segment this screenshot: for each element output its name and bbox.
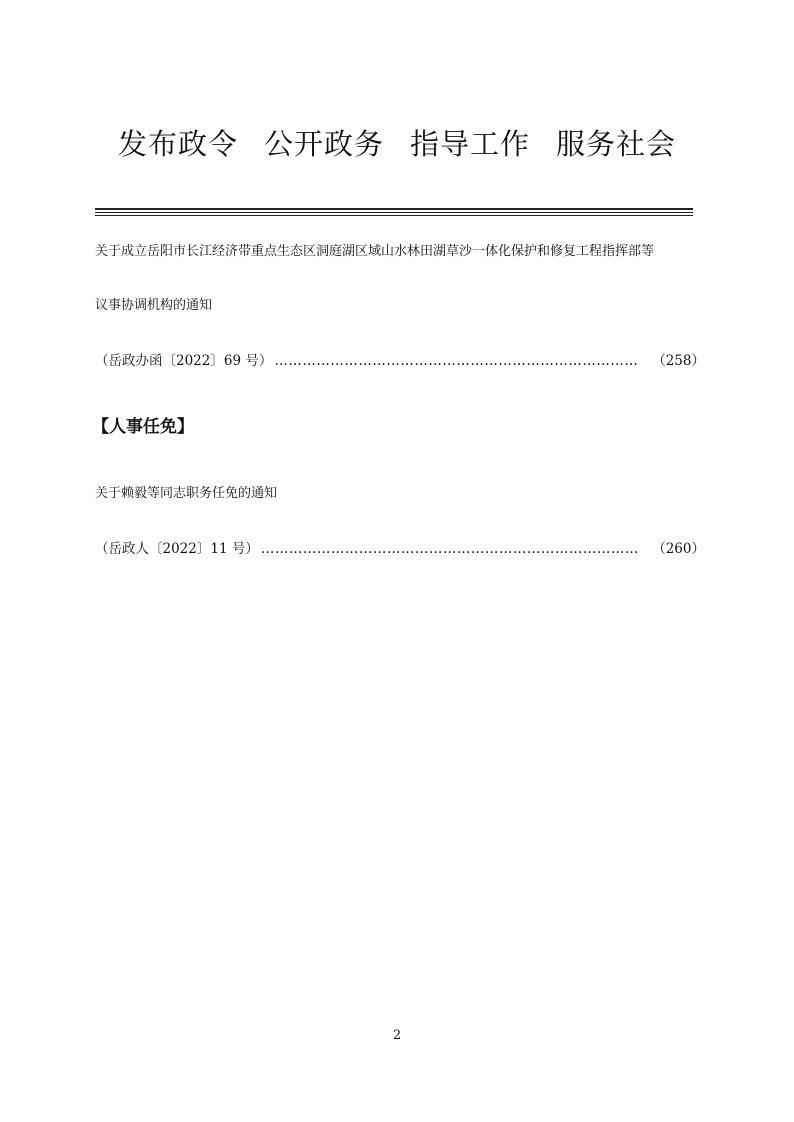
leader-dots: …………………………………………………………………… bbox=[274, 353, 639, 369]
header-divider-thin bbox=[95, 212, 693, 213]
toc-entry-title-line-2[interactable]: 议事协调机构的通知 bbox=[95, 298, 213, 313]
slogan-3: 指导工作 bbox=[410, 127, 531, 161]
page-number: 2 bbox=[392, 1028, 402, 1043]
document-number: （岳政人〔2022〕11 号） bbox=[95, 541, 259, 557]
toc-entry-title[interactable]: 关于赖毅等同志职务任免的通知 bbox=[95, 486, 278, 501]
slogan-2: 公开政务 bbox=[263, 127, 384, 161]
slogan-4: 服务社会 bbox=[556, 127, 677, 161]
leader-dots: ……………………………………………………………………… bbox=[260, 541, 639, 557]
document-number: （岳政办函〔2022〕69 号） bbox=[95, 353, 273, 369]
page-reference: （258） bbox=[652, 353, 705, 369]
header-divider-thick bbox=[95, 208, 693, 210]
slogan-1: 发布政令 bbox=[117, 127, 238, 161]
toc-entry-title-line-1[interactable]: 关于成立岳阳市长江经济带重点生态区洞庭湖区域山水林田湖草沙一体化保护和修复工程指挥部等 bbox=[95, 244, 655, 259]
section-heading: 【人事任免】 bbox=[92, 417, 194, 437]
toc-entry-reference-row[interactable] bbox=[95, 540, 705, 558]
toc-entry-reference-row[interactable] bbox=[95, 352, 705, 370]
header-divider-thin-2 bbox=[95, 215, 693, 216]
header-slogan bbox=[0, 122, 794, 163]
page-reference: （260） bbox=[652, 541, 705, 557]
